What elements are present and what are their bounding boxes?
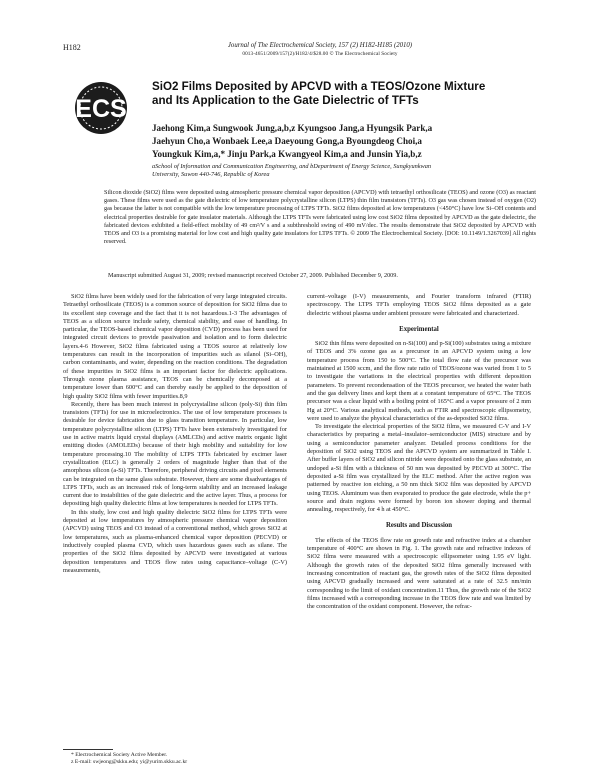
manuscript-dates: Manuscript submitted August 31, 2009; revised manuscript received October 27, 2009. Published December 9, 2009.: [108, 272, 398, 279]
footnote-email: z E-mail: swjeong@skku.edu; yi@yurim.skku.ac.kr: [71, 759, 188, 766]
authors-line-3: Youngkuk Kim,a,* Jinju Park,a Kwangyeol Kim,a and Junsin Yia,b,z: [152, 149, 422, 159]
journal-doi-line: 0013-4651/2009/157(2)/H182/4/$28.00 © The Electrochemical Society: [242, 51, 398, 57]
journal-citation: Journal of The Electrochemical Society, 157 (2) H182-H185 (2010): [227, 42, 413, 49]
intro-paragraph-1: SiO2 films have been widely used for the fabrication of very large integrated circuits. Tetraethyl orthosilicate (TEOS) is a common source of deposition for SiO2 films due to its excellent step coverage and the fact that it is not hazardous.1-3 The advantages of TEOS as a silicon source include safety, chemical stability, and ease of handling. In particular, the TEOS-based chemical vapor deposition (CVD) process has been used for integrated circuit devices to provide passivation and isolation and to form dielectric layers.4-6 However, SiO2 films fabricated using a TEOS source at relatively low temperatures can result in the incorporation of impurities such as silanol (Si–OH), carbon contaminants, and water, depending on the reaction conditions. The degradation of these impurities in SiO2 films is an important factor for dielectric applications. Through ozone plasma assistance, TEOS can be chemically decomposed at a temperature lower than 600°C and can thereby easily be applied to the deposition of high quality SiO2 films with fewer impurities.8,9: [63, 293, 287, 400]
authors-line-2: Jaehyun Cho,a Wonbaek Lee,a Daeyoung Gong,a Byoungdeog Choi,a: [152, 136, 422, 146]
intro-paragraph-2: Recently, there has been much interest in polycrystalline silicon (poly-Si) thin film transistors (TFTs) for use in microelectronics. The use of low temperature processes is desirable for device fabrication due to glass transition temperature. In particular, low temperature polycrystalline silicon (LTPS) TFTs have been extensively investigated for use in active matrix liquid crystal displays (AMLCDs) and active matrix organic light emitting diodes (AMOLEDs) because of their high mobility and suitability for low temperature processing.10 The mobility of LTPS TFTs fabricated by excimer laser crystallization (ELC) is generally 2 orders of magnitude higher than that of the amorphous silicon (a-Si) TFTs. Therefore, peripheral driving circuits and pixel elements can be integrated on the same glass substrate. However, there are some disadvantages of LTPS TFTs, such as an increased risk of long-term stability and an increased leakage current due to instabilities of the gate dielectric and the active layer. Thus, a process for depositing high quality dielectric films at low temperatures is needed for LTPS TFTs.: [63, 400, 287, 508]
experimental-paragraph-1: SiO2 thin films were deposited on n-Si(100) and p-Si(100) substrates using a mixture of TEOS and 3% ozone gas as a precursor in an APCVD system using a low temperature process from 150 to 500°C. The total flow rate of the precursor was maintained at 1500 sccm, and the flow rate ratio of TEOS/ozone was varied from 1 to 5 to investigate the variations in the electrical properties with different deposition parameters. To prevent recondensation of the TEOS precursor, we heated the water bath and the gas delivery lines and kept them at a constant temperature of 65°C. The TEOS precursor was a clear liquid with a boiling point of 165°C and a vapor pressure of 2 mm Hg at 20°C. Various analytical methods, such as FTIR and spectroscopic ellipsometry, were used to analyze the physical characteristics of the as-deposited SiO2 films.: [307, 340, 531, 422]
results-heading: Results and Discussion: [385, 522, 453, 530]
intro-continuation: current–voltage (I-V) measurements, and Fourier transform infrared (FTIR) spectroscopy. The LTPS TFTs employing TEOS SiO2 films deposited as a gate dielectric without plasma under ambient pressure were fabricated and characterized.: [307, 293, 531, 317]
authors-line-1: Jaehong Kim,a Sungwook Jung,a,b,z Kyungsoo Jang,a Hyungsik Park,a: [152, 123, 433, 133]
left-column: [63, 293, 287, 575]
experimental-paragraph-2: To investigate the electrical properties of the SiO2 films, we measured C-V and I-V characteristics by preparing a metal–insulator–semiconductor (MIS) structure and by using a semiconductor parameter analyzer. Detailed process conditions for the deposition of SiO2 using TEOS and the APCVD system are summarized in Table I. After buffer layers of SiO2 and silicon nitride were deposited onto the glass substrate, an undoped a-Si film with a thickness of 50 nm was deposited by PECVD at 300°C. The deposited a-Si film was crystallized by the ELC method. After the active region was patterned by reactive ion etching, a 50 nm thick SiO2 film was deposited by APCVD using TEOS. Aluminum was then evaporated to produce the gate electrode, while the p+ source and drain regions were formed by boron ion shower doping and thermal annealing, respectively, for 4 h at 450°C.: [307, 423, 531, 514]
ecs-logo-text: ECS: [75, 95, 127, 123]
footnote-divider: [63, 749, 113, 750]
results-paragraph-1: The effects of the TEOS flow rate on growth rate and refractive index at a chamber temperature of 400°C are shown in Fig. 1. The growth rate and refractive indexes of SiO2 films were measured with a spectroscopic ellipsometer using 1.95 eV light. Although the growth rates of the deposited SiO2 films generally increased with increasing concentration of reactant gas, the growth rates of the SiO2 films deposited using APCVD gradually increased and were saturated at a rate of 32.5 nm/min corresponding to the limit of oxidant concentration.11 Thus, the growth rate of the SiO2 films increased with a corresponding increase in the TEOS flow rate and was limited by the concentration of the oxidant component. However, the refrac-: [307, 536, 531, 611]
experimental-heading: Experimental: [399, 325, 439, 333]
footnotes: [63, 752, 293, 766]
author-list: [152, 122, 472, 161]
journal-header: [170, 42, 470, 58]
intro-paragraph-3: In this study, low cost and high quality dielectric SiO2 films for LTPS TFTs were deposited at low temperatures by atmospheric pressure chemical vapor deposition (APCVD) using TEOS and O3 instead of a conventional method, which grows SiO2 at low temperatures, such as plasma-enhanced chemical vapor deposition (PECVD) or inductively coupled plasma CVD, which uses hazardous gases such as silane. The properties of the SiO2 films deposited by APCVD were investigated at various deposition temperatures and TEOS flow rates using capacitance–voltage (C-V) measurements,: [63, 508, 287, 574]
footnote-ecs-member: * Electrochemical Society Active Member.: [71, 752, 168, 758]
affiliation: aSchool of Information and Communication Engineering, and bDepartment of Energy Science, Sungkyunkwan University, Suwon 440-746, Republic of Korea: [152, 163, 432, 178]
abstract: Silicon dioxide (SiO2) films were deposited using atmospheric pressure chemical vapor deposition (APCVD) with tetraethyl orthosilicate (TEOS) and ozone (O3) as reactant gases. These films were used as the gate dielectric of low temperature polycrystalline silicon (LTPS) thin film transistors (TFTs). O3 gas was chosen instead of oxygen (O2) gas because the latter is not compatible with the low temperature processing of LTPS TFTs. SiO2 films deposited at low temperatures (<450°C) have low Si–OH contents and electrical properties desirable for gate insulator materials. Although the LTPS TFTs were fabricated using low cost SiO2 films deposited by APCVD as the gate dielectric, the fabricated devices exhibited a field-effect mobility of 49 cm²/V s and a subthreshold swing of 490 mV/dec. The results demonstrate that SiO2 deposited by APCVD with TEOS and O3 is a promising material for low cost and high quality gate insulators for LTPS TFTs. © 2009 The Electrochemical Society. [DOI: 10.1149/1.3267039] All rights reserved.: [104, 189, 536, 246]
right-column: [307, 293, 531, 611]
ecs-logo: [70, 80, 132, 136]
article-title: SiO2 Films Deposited by APCVD with a TEOS/Ozone Mixture and Its Application to the Gate Dielectric of TFTs: [152, 80, 486, 107]
page-number: H182: [63, 43, 81, 52]
